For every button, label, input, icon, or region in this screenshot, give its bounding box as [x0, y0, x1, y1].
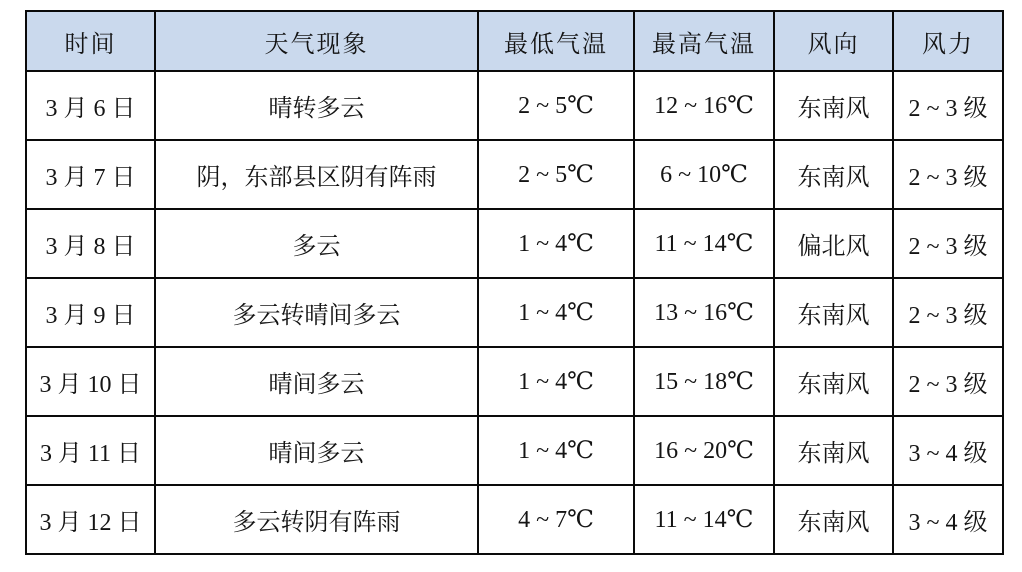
cell-temp-low: 4 ~ 7℃	[478, 485, 634, 554]
cell-wind-force: 2 ~ 3 级	[893, 71, 1003, 140]
cell-weather: 晴间多云	[155, 347, 478, 416]
cell-temp-low: 1 ~ 4℃	[478, 347, 634, 416]
cell-temp-high: 6 ~ 10℃	[634, 140, 774, 209]
cell-wind-force: 3 ~ 4 级	[893, 416, 1003, 485]
cell-wind-force: 2 ~ 3 级	[893, 347, 1003, 416]
cell-temp-high: 12 ~ 16℃	[634, 71, 774, 140]
cell-weather: 多云转阴有阵雨	[155, 485, 478, 554]
cell-date: 3 月 11 日	[26, 416, 155, 485]
cell-weather: 晴转多云	[155, 71, 478, 140]
col-header-wind-dir: 风向	[774, 11, 893, 71]
cell-date: 3 月 7 日	[26, 140, 155, 209]
cell-weather: 多云转晴间多云	[155, 278, 478, 347]
cell-temp-high: 13 ~ 16℃	[634, 278, 774, 347]
col-header-time: 时间	[26, 11, 155, 71]
cell-temp-high: 15 ~ 18℃	[634, 347, 774, 416]
cell-wind-force: 2 ~ 3 级	[893, 209, 1003, 278]
cell-temp-high: 11 ~ 14℃	[634, 485, 774, 554]
cell-weather: 多云	[155, 209, 478, 278]
cell-date: 3 月 10 日	[26, 347, 155, 416]
cell-date: 3 月 6 日	[26, 71, 155, 140]
cell-wind-dir: 东南风	[774, 416, 893, 485]
cell-wind-force: 2 ~ 3 级	[893, 140, 1003, 209]
cell-wind-dir: 东南风	[774, 278, 893, 347]
cell-temp-high: 11 ~ 14℃	[634, 209, 774, 278]
cell-weather: 阴，东部县区阴有阵雨	[155, 140, 478, 209]
cell-weather: 晴间多云	[155, 416, 478, 485]
table-row	[26, 416, 1003, 485]
table-row	[26, 347, 1003, 416]
weather-forecast-table	[25, 10, 1004, 555]
table-row	[26, 140, 1003, 209]
table-row	[26, 209, 1003, 278]
table-row	[26, 485, 1003, 554]
cell-date: 3 月 12 日	[26, 485, 155, 554]
col-header-temp-low: 最低气温	[478, 11, 634, 71]
cell-temp-low: 2 ~ 5℃	[478, 71, 634, 140]
table-row	[26, 278, 1003, 347]
table-row	[26, 71, 1003, 140]
cell-date: 3 月 8 日	[26, 209, 155, 278]
cell-wind-dir: 东南风	[774, 71, 893, 140]
cell-wind-dir: 东南风	[774, 347, 893, 416]
cell-temp-low: 2 ~ 5℃	[478, 140, 634, 209]
cell-wind-force: 3 ~ 4 级	[893, 485, 1003, 554]
col-header-temp-high: 最高气温	[634, 11, 774, 71]
cell-wind-dir: 东南风	[774, 485, 893, 554]
col-header-wind-force: 风力	[893, 11, 1003, 71]
cell-date: 3 月 9 日	[26, 278, 155, 347]
cell-temp-low: 1 ~ 4℃	[478, 416, 634, 485]
cell-wind-force: 2 ~ 3 级	[893, 278, 1003, 347]
cell-temp-low: 1 ~ 4℃	[478, 278, 634, 347]
cell-wind-dir: 偏北风	[774, 209, 893, 278]
cell-wind-dir: 东南风	[774, 140, 893, 209]
col-header-weather: 天气现象	[155, 11, 478, 71]
header-row	[26, 11, 1003, 71]
cell-temp-high: 16 ~ 20℃	[634, 416, 774, 485]
cell-temp-low: 1 ~ 4℃	[478, 209, 634, 278]
